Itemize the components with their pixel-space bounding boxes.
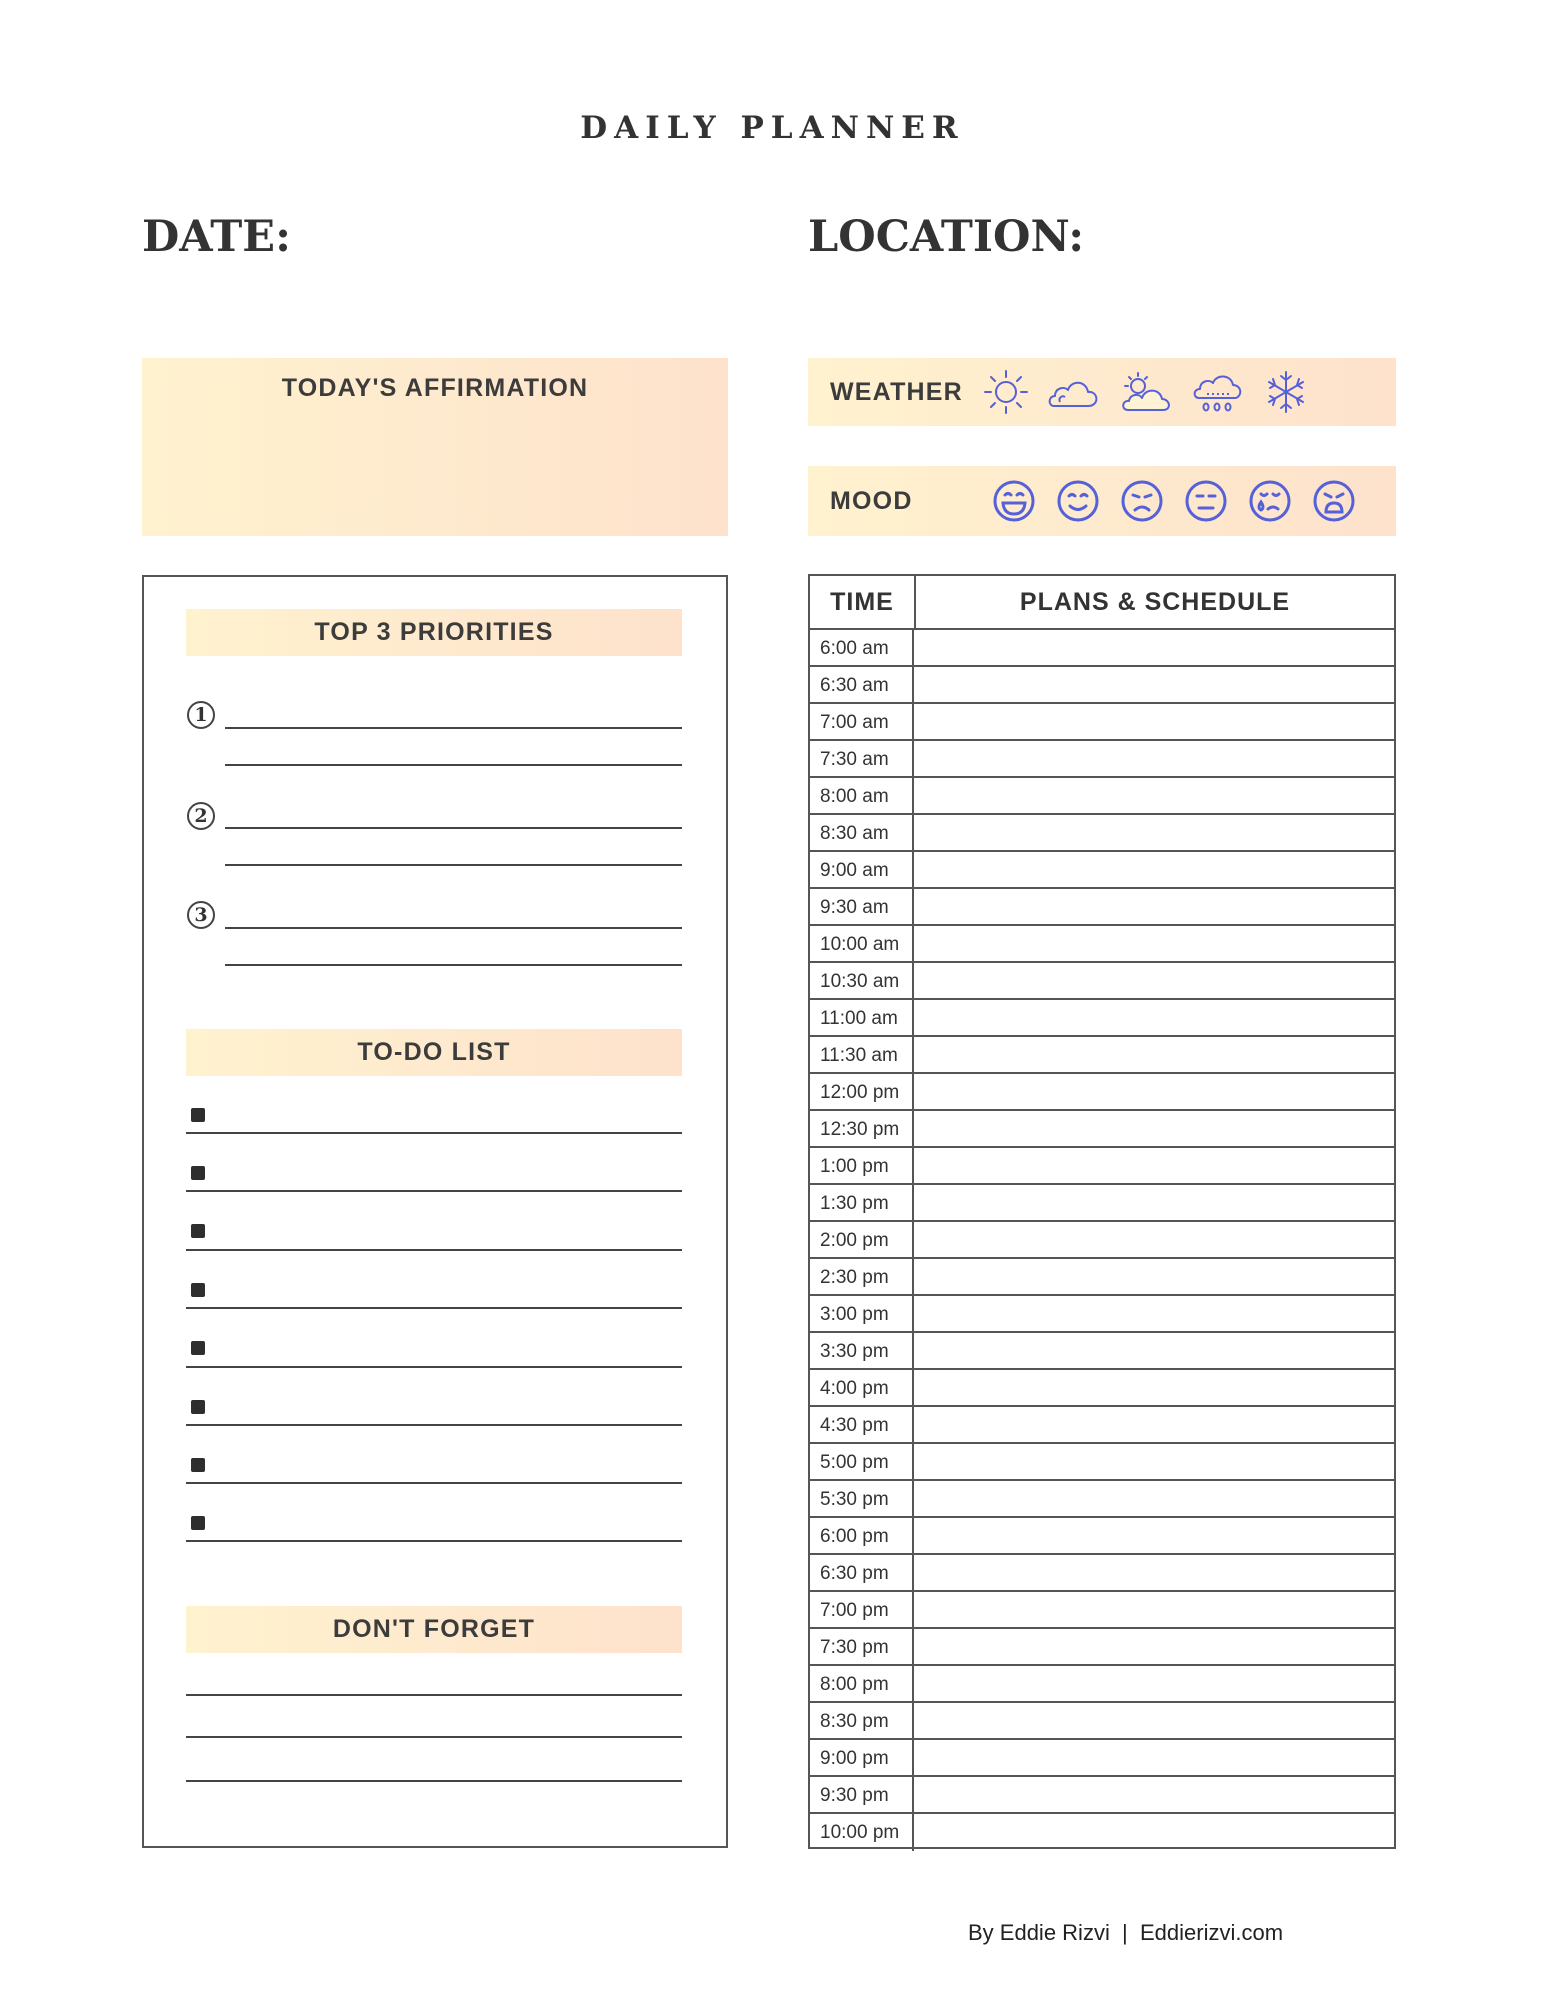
time-cell: 6:30 pm [810, 1555, 914, 1590]
priority-number-3: 3 [187, 901, 215, 929]
table-row [810, 1148, 1394, 1185]
table-row [810, 1481, 1394, 1518]
time-cell: 9:30 am [810, 889, 914, 924]
table-row [810, 815, 1394, 852]
location-label: LOCATION: [808, 212, 1085, 262]
table-row [810, 1444, 1394, 1481]
priority-line[interactable] [225, 864, 682, 866]
weather-label: WEATHER [830, 377, 963, 406]
todo-checkbox[interactable] [191, 1341, 205, 1355]
table-row [810, 630, 1394, 667]
priority-line[interactable] [225, 727, 682, 729]
footer-credit: By Eddie Rizvi | Eddierizvi.com [968, 1920, 1284, 1945]
plan-cell[interactable] [914, 1185, 1394, 1220]
plan-cell[interactable] [914, 1444, 1394, 1479]
plan-cell[interactable] [914, 1518, 1394, 1553]
plan-cell[interactable] [914, 1000, 1394, 1035]
rain-cloud-icon[interactable] [1190, 368, 1246, 416]
dont-forget-line[interactable] [186, 1780, 682, 1782]
neutral-face-icon[interactable] [1182, 477, 1230, 525]
priority-number-1: 1 [187, 701, 215, 729]
plan-cell[interactable] [914, 1259, 1394, 1294]
plan-cell[interactable] [914, 1666, 1394, 1701]
sun-icon[interactable] [982, 368, 1030, 416]
table-row [810, 1629, 1394, 1666]
smile-face-icon[interactable] [1054, 477, 1102, 525]
table-row [810, 667, 1394, 704]
plan-cell[interactable] [914, 889, 1394, 924]
plan-cell[interactable] [914, 667, 1394, 702]
plan-cell[interactable] [914, 630, 1394, 665]
time-cell: 3:00 pm [810, 1296, 914, 1331]
table-row [810, 1296, 1394, 1333]
time-cell: 8:30 am [810, 815, 914, 850]
plan-cell[interactable] [914, 1222, 1394, 1257]
time-cell: 11:30 am [810, 1037, 914, 1072]
table-row [810, 1333, 1394, 1370]
priority-line[interactable] [225, 764, 682, 766]
schedule-rows [810, 630, 1394, 1851]
time-cell: 5:30 pm [810, 1481, 914, 1516]
table-row [810, 1185, 1394, 1222]
table-row [810, 741, 1394, 778]
date-label: DATE: [142, 212, 291, 262]
todo-checkbox[interactable] [191, 1108, 205, 1122]
time-column-header: TIME [810, 576, 916, 628]
table-row [810, 1703, 1394, 1740]
todo-checkbox[interactable] [191, 1166, 205, 1180]
table-row [810, 889, 1394, 926]
table-row [810, 1000, 1394, 1037]
table-row [810, 1222, 1394, 1259]
time-cell: 7:30 am [810, 741, 914, 776]
table-row [810, 1555, 1394, 1592]
plan-cell[interactable] [914, 926, 1394, 961]
plan-cell[interactable] [914, 1703, 1394, 1738]
weather-strip [808, 358, 1396, 426]
todo-checkbox[interactable] [191, 1283, 205, 1297]
table-row [810, 852, 1394, 889]
schedule-header-row [810, 576, 1394, 630]
table-row [810, 963, 1394, 1000]
table-row [810, 1666, 1394, 1703]
time-cell: 9:30 pm [810, 1777, 914, 1812]
time-cell: 1:30 pm [810, 1185, 914, 1220]
time-cell: 10:00 pm [810, 1814, 914, 1851]
todo-header: TO-DO LIST [186, 1029, 682, 1076]
time-cell: 5:00 pm [810, 1444, 914, 1479]
todo-line[interactable] [186, 1249, 682, 1251]
plan-cell[interactable] [914, 1555, 1394, 1590]
time-cell: 2:00 pm [810, 1222, 914, 1257]
priority-line[interactable] [225, 964, 682, 966]
table-row [810, 1777, 1394, 1814]
time-cell: 7:30 pm [810, 1629, 914, 1664]
dont-forget-header: DON'T FORGET [186, 1606, 682, 1653]
time-cell: 4:00 pm [810, 1370, 914, 1405]
plan-cell[interactable] [914, 1148, 1394, 1183]
todo-line[interactable] [186, 1482, 682, 1484]
snowflake-icon[interactable] [1262, 368, 1310, 416]
table-row [810, 1259, 1394, 1296]
dont-forget-line[interactable] [186, 1694, 682, 1696]
todo-checkbox[interactable] [191, 1458, 205, 1472]
time-cell: 9:00 pm [810, 1740, 914, 1775]
plan-cell[interactable] [914, 741, 1394, 776]
plan-cell[interactable] [914, 1333, 1394, 1368]
time-cell: 2:30 pm [810, 1259, 914, 1294]
table-row [810, 1074, 1394, 1111]
plan-cell[interactable] [914, 1111, 1394, 1146]
time-cell: 4:30 pm [810, 1407, 914, 1442]
plan-cell[interactable] [914, 1629, 1394, 1664]
plan-cell[interactable] [914, 778, 1394, 813]
affirmation-box[interactable] [142, 358, 728, 536]
time-cell: 12:30 pm [810, 1111, 914, 1146]
todo-line[interactable] [186, 1540, 682, 1542]
time-cell: 10:30 am [810, 963, 914, 998]
priority-line[interactable] [225, 927, 682, 929]
plan-cell[interactable] [914, 963, 1394, 998]
table-row [810, 704, 1394, 741]
plan-cell[interactable] [914, 1740, 1394, 1775]
todo-line[interactable] [186, 1132, 682, 1134]
time-cell: 12:00 pm [810, 1074, 914, 1109]
plan-cell[interactable] [914, 852, 1394, 887]
time-cell: 11:00 am [810, 1000, 914, 1035]
todo-checkbox[interactable] [191, 1224, 205, 1238]
priority-line[interactable] [225, 827, 682, 829]
priorities-header: TOP 3 PRIORITIES [186, 609, 682, 656]
plan-cell[interactable] [914, 1481, 1394, 1516]
plan-cell[interactable] [914, 1074, 1394, 1109]
todo-checkbox[interactable] [191, 1516, 205, 1530]
mood-strip [808, 466, 1396, 536]
upset-face-icon[interactable] [1310, 477, 1358, 525]
table-row [810, 778, 1394, 815]
time-cell: 6:30 am [810, 667, 914, 702]
table-row [810, 1407, 1394, 1444]
time-cell: 1:00 pm [810, 1148, 914, 1183]
time-cell: 8:30 pm [810, 1703, 914, 1738]
plan-cell[interactable] [914, 1296, 1394, 1331]
page-title: DAILY PLANNER [580, 110, 965, 146]
time-cell: 9:00 am [810, 852, 914, 887]
table-row [810, 1592, 1394, 1629]
dont-forget-line[interactable] [186, 1736, 682, 1738]
table-row [810, 1814, 1394, 1851]
time-cell: 6:00 am [810, 630, 914, 665]
table-row [810, 1111, 1394, 1148]
time-cell: 7:00 pm [810, 1592, 914, 1627]
table-row [810, 1740, 1394, 1777]
plan-cell[interactable] [914, 1814, 1394, 1851]
sad-face-icon[interactable] [1118, 477, 1166, 525]
table-row [810, 1037, 1394, 1074]
time-cell: 10:00 am [810, 926, 914, 961]
plan-cell[interactable] [914, 1592, 1394, 1627]
time-cell: 8:00 pm [810, 1666, 914, 1701]
grin-face-icon[interactable] [990, 477, 1038, 525]
affirmation-title: TODAY'S AFFIRMATION [281, 374, 589, 402]
plan-cell[interactable] [914, 815, 1394, 850]
plan-cell[interactable] [914, 704, 1394, 739]
time-cell: 6:00 pm [810, 1518, 914, 1553]
plan-cell[interactable] [914, 1370, 1394, 1405]
table-row [810, 1370, 1394, 1407]
mood-label: MOOD [830, 486, 913, 515]
plan-cell[interactable] [914, 1037, 1394, 1072]
plan-cell[interactable] [914, 1777, 1394, 1812]
plans-column-header: PLANS & SCHEDULE [1019, 588, 1291, 616]
todo-line[interactable] [186, 1366, 682, 1368]
cloud-icon[interactable] [1046, 368, 1102, 416]
todo-line[interactable] [186, 1190, 682, 1192]
table-row [810, 1518, 1394, 1555]
priority-number-2: 2 [187, 802, 215, 830]
todo-line[interactable] [186, 1307, 682, 1309]
plan-cell[interactable] [914, 1407, 1394, 1442]
partly-cloudy-icon[interactable] [1118, 368, 1174, 416]
schedule-table [808, 574, 1396, 1849]
todo-checkbox[interactable] [191, 1400, 205, 1414]
time-cell: 3:30 pm [810, 1333, 914, 1368]
crying-face-icon[interactable] [1246, 477, 1294, 525]
todo-line[interactable] [186, 1424, 682, 1426]
time-cell: 8:00 am [810, 778, 914, 813]
table-row [810, 926, 1394, 963]
time-cell: 7:00 am [810, 704, 914, 739]
